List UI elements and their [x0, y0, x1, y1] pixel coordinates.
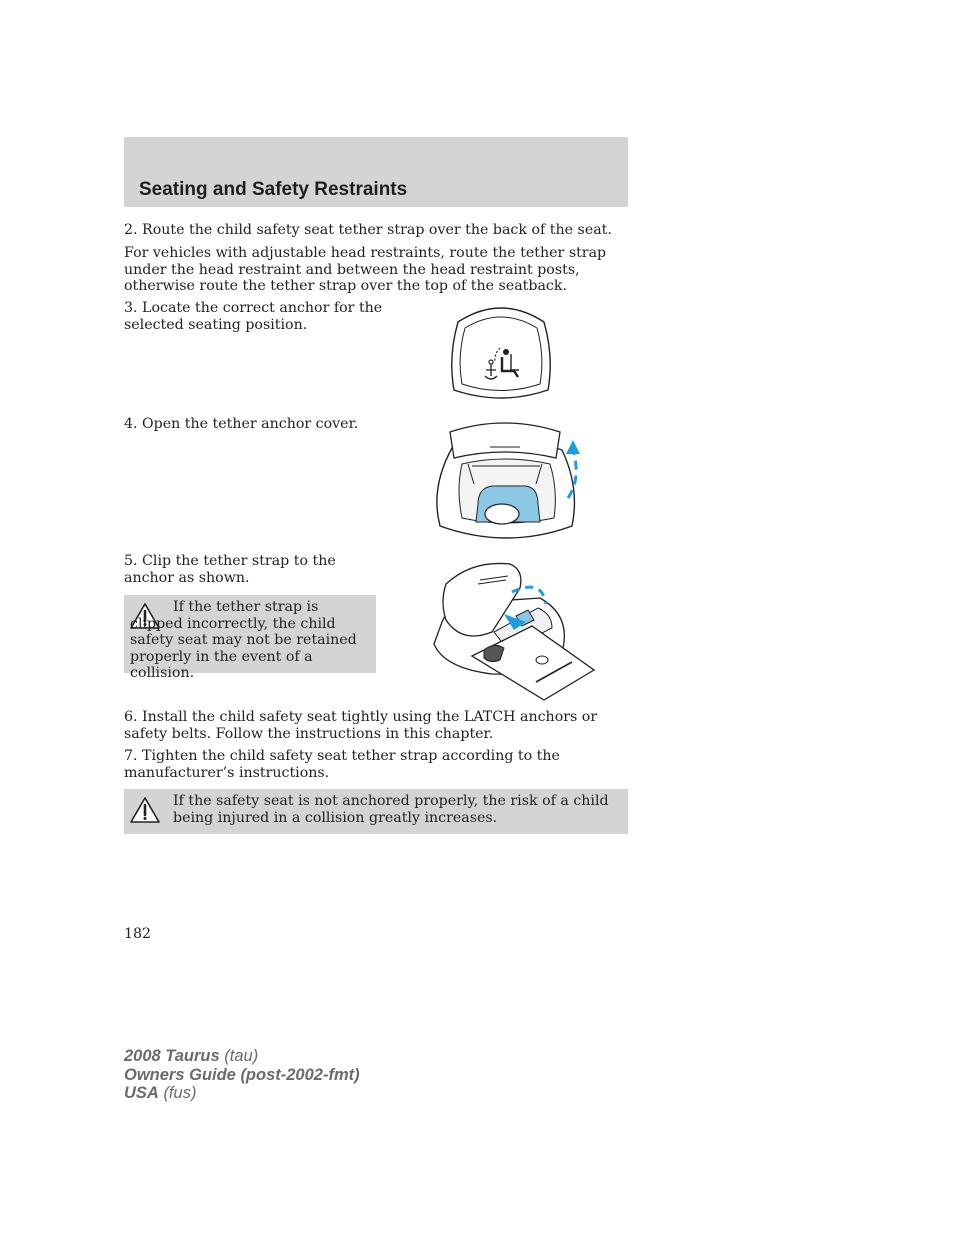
step-2-note: For vehicles with adjustable head restraints, route the tether strap under the head restraint and between the head restraint posts, otherwise route the tether strap over the top of the seatback. [124, 245, 607, 295]
step-6-text: 6. Install the child safety seat tightly using the LATCH anchors or safety belts. Follow the instructions in this chapter. [124, 709, 598, 742]
footer-market: USA [124, 1084, 159, 1103]
footer-market-code: (fus) [163, 1084, 197, 1103]
warning-box-anchor [124, 789, 628, 834]
warning-triangle-icon [129, 796, 161, 824]
warning-text-clip: If the tether strap is clipped incorrectly, the child safety seat may not be retained properly in the event of a collision. [130, 599, 357, 682]
footer-model-code: (tau) [224, 1047, 259, 1065]
footer-model: 2008 Taurus [124, 1047, 220, 1065]
step-5-text: 5. Clip the tether strap to the anchor as shown. [124, 553, 336, 586]
section-header [124, 137, 628, 207]
page-number: 182 [124, 926, 152, 942]
footer-guide-name: Owners Guide (post-2002-fmt) [124, 1065, 360, 1084]
warning-text-anchor: If the safety seat is not anchored properly, the risk of a child being injured in a collision greatly increases. [173, 793, 609, 826]
step-2-text: 2. Route the child safety seat tether strap over the back of the seat. [124, 222, 612, 238]
tether-clip-illustration [432, 558, 597, 704]
step-3-text: 3. Locate the correct anchor for the selected seating position. [124, 300, 383, 333]
footer-document-info [124, 1047, 360, 1103]
step-4-text: 4. Open the tether anchor cover. [124, 416, 359, 432]
warning-box-clip [124, 595, 376, 682]
section-title: Seating and Safety Restraints [139, 179, 408, 200]
step-7-text: 7. Tighten the child safety seat tether strap according to the manufacturer’s instructions. [124, 748, 560, 781]
open-anchor-cover-illustration [432, 418, 587, 546]
tether-anchor-cover-illustration [448, 302, 554, 402]
